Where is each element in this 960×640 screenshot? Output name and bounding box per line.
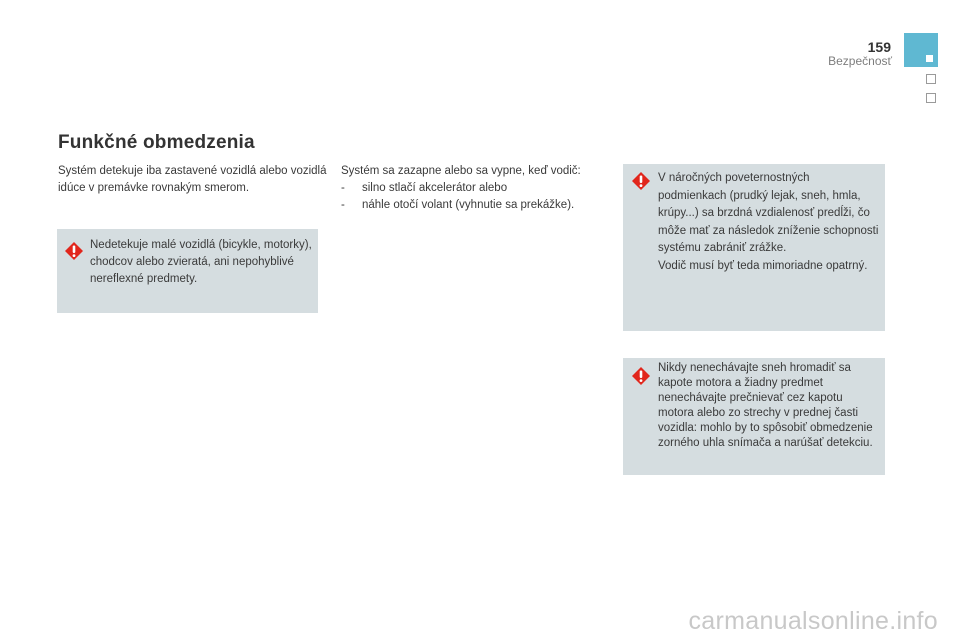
list-item-text: silno stlačí akcelerátor alebo [362,182,508,194]
condition-list [341,180,611,214]
page-title: Funkčné obmedzenia [58,132,255,153]
middle-intro: Systém sa zazapne alebo sa vypne, keď vodič: [341,165,581,177]
warning-text-block [658,170,880,275]
list-item-text: náhle otočí volant (vyhnutie sa prekážke). [362,199,575,211]
warning-text: Nikdy nenechávajte sneh hromadiť sa kapote motora a žiadny predmet nenechávajte prečnievať cez kapotu motora alebo zo strechy v prednej časti vozidla: mohlo by to spôsobiť obmedzenie zorného uhla snímača a narúšať detekciu. [658,362,873,449]
warning-box-detection [57,229,318,313]
warning-text: V náročných poveternostných podmienkach (prudký lejak, sneh, hmla, krúpy...) sa brzdná vzdialenosť predĺži, čo môže mať za následok zníženie schopnosti systému zabrániť zrážke. [658,172,879,254]
watermark: carmanualsonline.info [688,607,938,635]
list-dash: - [341,182,345,194]
page-number: 159 [867,39,891,55]
warning-exclamation-icon [64,241,84,261]
section-tab-active[interactable] [904,33,938,67]
section-name: Bezpečnosť [828,54,892,68]
tab-marker-icon [926,55,933,62]
warning-text-caution: Vodič musí byť teda mimoriadne opatrný. [658,259,868,272]
warning-text: Nedetekuje malé vozidlá (bicykle, motorky), chodcov alebo zvieratá, ani nepohyblivé nereflexné predmety. [90,239,312,285]
left-paragraph: Systém detekuje iba zastavené vozidlá alebo vozidlá idúce v premávke rovnakým smerom. [58,165,327,194]
middle-column [341,163,611,214]
warning-box-snow [623,358,885,475]
section-tab-empty-2[interactable] [926,93,936,103]
section-tab-empty-1[interactable] [926,74,936,84]
warning-exclamation-icon [631,366,651,386]
list-dash: - [341,199,345,211]
list-item [341,197,611,214]
warning-exclamation-icon [631,171,651,191]
warning-box-weather [623,164,885,331]
list-item [341,180,611,197]
